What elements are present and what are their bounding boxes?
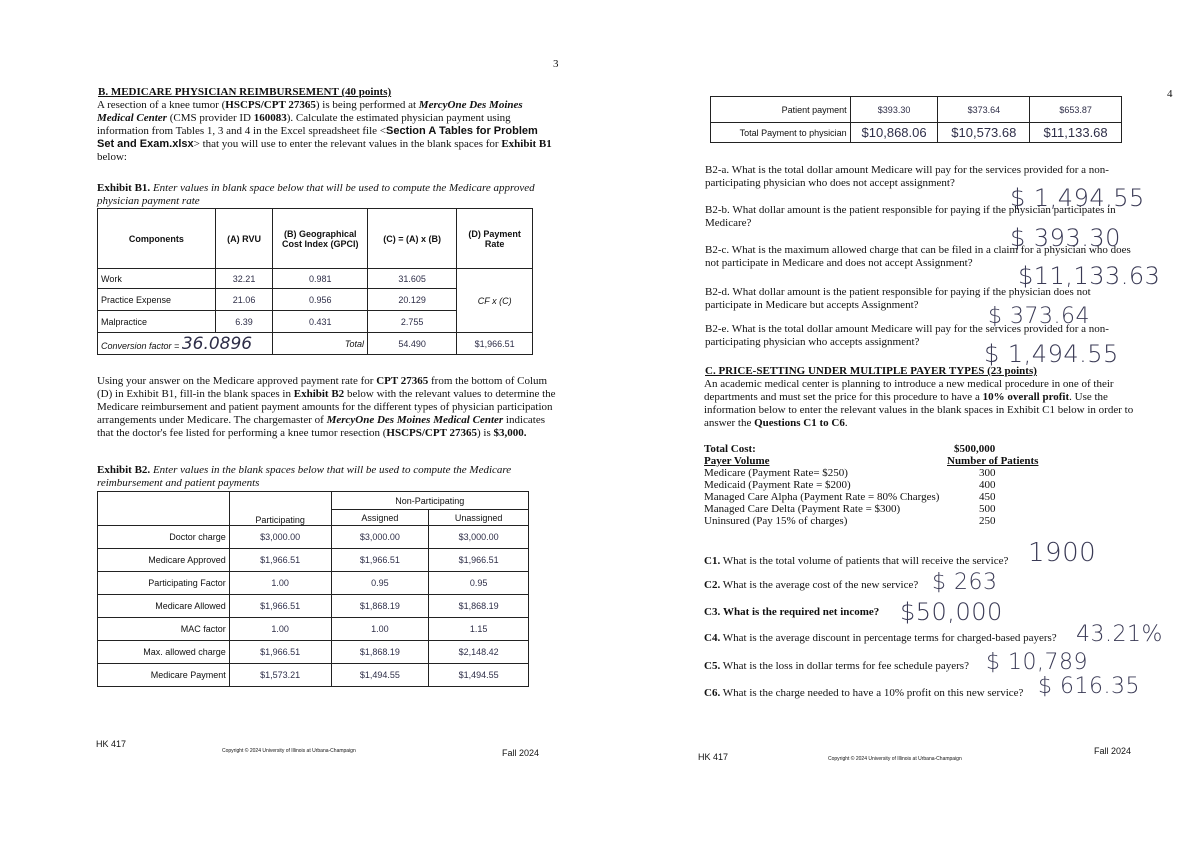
footer-copyright: Copyright © 2024 University of Illinois at Urbana-Champaign <box>828 756 962 762</box>
header-payment-rate: (D) Payment Rate <box>457 209 533 269</box>
page-number: 4 <box>1167 88 1173 100</box>
intro-text: . <box>844 417 848 429</box>
gpci-value: 0.431 <box>273 311 368 333</box>
assigned-value: $1,868.19 <box>331 595 429 618</box>
footer-course: HK 417 <box>96 739 127 749</box>
hospital-name: MercyOne Des Moines Medical Center <box>97 99 523 124</box>
answer-b2d: $ 373.64 <box>988 304 1090 329</box>
participating-value: $3,000.00 <box>229 526 331 549</box>
unassigned-value: $11,133.68 <box>1030 123 1122 143</box>
question-text: What is the total volume of patients that will receive the service? <box>722 555 1009 567</box>
assigned-value: $373.64 <box>938 97 1030 123</box>
exhibit-b2-table <box>97 491 529 687</box>
answer-b2b: $ 393.30 <box>1010 224 1121 252</box>
intro-text: below: <box>97 151 127 163</box>
payer-name: Managed Care Alpha (Payment Rate = 80% Charges) <box>704 491 940 503</box>
exhibit-b1-caption-text: Enter values in blank space below that will be used to compute the Medicare approved physician payment rate <box>97 182 535 207</box>
questions-ref: Questions C1 to C6 <box>754 417 845 429</box>
intro-text: An academic medical center is planning to introduce a new medical procedure in one of their departments and must set the price for this procedure to have a <box>704 378 1114 403</box>
exhibit-b2-caption-text: Enter values in the blank spaces below that will be used to compute the Medicare reimbursement and patient payments <box>97 464 512 489</box>
gpci-value: 0.981 <box>273 269 368 289</box>
conversion-factor-value: 36.0896 <box>181 333 253 354</box>
participating-value: $393.30 <box>850 97 938 123</box>
unassigned-value: $653.87 <box>1030 97 1122 123</box>
list-item <box>704 491 1044 503</box>
payer-volume-header: Payer Volume <box>704 455 770 467</box>
total-value: 54.490 <box>368 333 457 355</box>
question-id: B2-d. <box>705 286 730 298</box>
table-row <box>98 618 529 641</box>
number-of-patients-header: Number of Patients <box>947 455 1039 467</box>
answer-c6: $ 616.35 <box>1038 674 1140 699</box>
rvu-value: 21.06 <box>215 289 273 311</box>
question-id: B2-b. <box>705 204 730 216</box>
para-text: from the bottom of Colum (D) in Exhibit B1, fill-in the blank spaces in <box>97 375 548 400</box>
total-label: Total <box>273 333 368 355</box>
page-number: 3 <box>553 58 559 70</box>
unassigned-value: $1,966.51 <box>429 549 529 572</box>
question-c4 <box>704 632 1057 645</box>
answer-c1: 1900 <box>1028 538 1097 568</box>
question-text: What is the loss in dollar terms for fee schedule payers? <box>722 660 969 672</box>
participating-value: $1,966.51 <box>229 549 331 572</box>
list-item <box>704 503 1044 515</box>
participating-value: $1,966.51 <box>229 641 331 664</box>
assigned-value: $1,868.19 <box>331 641 429 664</box>
question-text: What is the maximum allowed charge that can be filed in a claim for a physician who does not participate in Medicare and does not accept Assignment? <box>705 244 1131 269</box>
participating-value: 1.00 <box>229 572 331 595</box>
exhibit-b1-label: Exhibit B1. <box>97 182 151 194</box>
footer-term: Fall 2024 <box>502 748 540 758</box>
para-text: ) is <box>476 427 494 439</box>
answer-c3: $50,000 <box>900 598 1003 626</box>
patient-count: 450 <box>979 491 996 503</box>
cost-table <box>704 443 1044 527</box>
c-value: 20.129 <box>368 289 457 311</box>
participating-value: 1.00 <box>229 618 331 641</box>
answer-c5: $ 10,789 <box>986 650 1088 675</box>
footer-course: HK 417 <box>698 752 729 762</box>
intro-text: ) is being performed at <box>315 99 419 111</box>
exhibit-ref: Exhibit B2 <box>293 388 345 400</box>
payer-name: Medicare (Payment Rate= $250) <box>704 467 848 479</box>
table-row <box>98 572 529 595</box>
unassigned-value: $3,000.00 <box>429 526 529 549</box>
header-rvu: (A) RVU <box>215 209 273 269</box>
excel-file-name: Section A Tables for Problem Set and Exam.xlsx <box>97 125 538 150</box>
table-row <box>711 97 1122 123</box>
intro-text: A resection of a knee tumor ( <box>97 99 226 111</box>
intro-text: (CMS provider ID <box>166 112 254 124</box>
section-b-title: B. MEDICARE PHYSICIAN REIMBURSEMENT (40 points) <box>98 86 392 98</box>
assigned-value: $1,494.55 <box>331 664 429 687</box>
section-b-intro <box>97 99 557 164</box>
intro-text: ). Calculate the estimated physician payment using information from Tables 1, 3 and 4 in the Excel spreadsheet file < <box>97 112 511 137</box>
question-c5 <box>704 660 969 673</box>
rvu-value: 32.21 <box>215 269 273 289</box>
unassigned-value: 1.15 <box>429 618 529 641</box>
list-item <box>704 479 1044 491</box>
page-4 <box>600 0 1200 850</box>
question-c6 <box>704 687 1023 700</box>
question-text: What is the total dollar amount Medicare will pay for the services provided for a non-participating physician who does not accept assignment? <box>705 164 1109 189</box>
row-label: MAC factor <box>98 618 230 641</box>
exhibit-b1-caption <box>97 182 547 208</box>
question-id: C4. <box>704 632 721 644</box>
total-cost-value: $500,000 <box>954 443 996 455</box>
header-components: Components <box>98 209 216 269</box>
header-gpci: (B) Geographical Cost Index (GPCI) <box>273 209 368 269</box>
total-cost-label: Total Cost: <box>704 443 756 455</box>
question-text: What dollar amount is the patient responsible for paying if the physician participates in Medicare? <box>705 204 1116 229</box>
list-item <box>704 467 1044 479</box>
participating-value: $1,573.21 <box>229 664 331 687</box>
para-text: below with the relevant values to determine the Medicare reimbursement and patient payment amounts for the different types of physician participation arrangements under Medicare. The chargemaster of <box>97 388 556 426</box>
question-text: What is the average discount in percentage terms for charged-based payers? <box>722 632 1057 644</box>
table-row <box>98 641 529 664</box>
assigned-value: 0.95 <box>331 572 429 595</box>
header-participating: Participating <box>229 492 331 526</box>
table-row <box>711 123 1122 143</box>
exhibit-ref: Exhibit B1 <box>501 138 552 150</box>
c-value: 31.605 <box>368 269 457 289</box>
payer-name: Medicaid (Payment Rate = $200) <box>704 479 851 491</box>
rvu-value: 6.39 <box>215 311 273 333</box>
profit-target: 10% overall profit <box>982 391 1070 403</box>
answer-b2a: $ 1,494.55 <box>1010 184 1145 212</box>
patient-count: 250 <box>979 515 996 527</box>
question-id: C5. <box>704 660 721 672</box>
table-row <box>98 549 529 572</box>
patient-count: 300 <box>979 467 996 479</box>
payment-rate-value: $1,966.51 <box>457 333 533 355</box>
component-label: Practice Expense <box>98 289 216 311</box>
provider-id: 160083 <box>253 112 287 124</box>
header-unassigned: Unassigned <box>429 510 529 526</box>
question-id: C1. <box>704 555 721 567</box>
answer-b2c: $11,133.63 <box>1018 262 1161 290</box>
question-id: C2. <box>704 579 721 591</box>
participating-value: $10,868.06 <box>850 123 938 143</box>
row-label: Patient payment <box>711 97 851 123</box>
header-c: (C) = (A) x (B) <box>368 209 457 269</box>
cpt-code: HSCPS/CPT 27365 <box>225 99 316 111</box>
question-id: B2-c. <box>705 244 730 256</box>
row-label: Total Payment to physician <box>711 123 851 143</box>
participating-value: $1,966.51 <box>229 595 331 618</box>
assigned-value: $10,573.68 <box>938 123 1030 143</box>
question-text: What is the total dollar amount Medicare will pay for the services provided for a non-participating physician who accepts assignment? <box>705 323 1109 348</box>
conversion-factor-label: Conversion factor = <box>101 340 180 351</box>
table-row <box>98 526 529 549</box>
empty-header <box>98 492 230 526</box>
footer-copyright: Copyright © 2024 University of Illinois at Urbana-Champaign <box>222 748 356 754</box>
table-row <box>98 595 529 618</box>
assigned-value: $1,966.51 <box>331 549 429 572</box>
question-c3 <box>704 606 879 619</box>
unassigned-value: $1,494.55 <box>429 664 529 687</box>
table-row <box>98 664 529 687</box>
exhibit-b1-table <box>97 208 533 355</box>
row-label: Doctor charge <box>98 526 230 549</box>
header-assigned: Assigned <box>331 510 429 526</box>
answer-c2: $ 263 <box>932 570 998 595</box>
patient-count: 500 <box>979 503 996 515</box>
para-text: indicates that the doctor's fee listed for performing a knee tumor resection ( <box>97 414 546 439</box>
exhibit-b2-label: Exhibit B2. <box>97 464 151 476</box>
row-label: Medicare Approved <box>98 549 230 572</box>
question-text: What dollar amount is the patient responsible for paying if the physician does not participate in Medicare but accepts Assignment? <box>705 286 1091 311</box>
list-item <box>704 515 1044 527</box>
component-label: Malpractice <box>98 311 216 333</box>
answer-b2e: $ 1,494.55 <box>984 340 1119 368</box>
row-label: Participating Factor <box>98 572 230 595</box>
question-id: B2-a. <box>705 164 730 176</box>
fee-amount: $3,000. <box>493 427 527 439</box>
payment-summary-table <box>710 96 1122 143</box>
hospital-name: MercyOne Des Moines Medical Center <box>326 414 504 426</box>
payer-name: Uninsured (Pay 15% of charges) <box>704 515 848 527</box>
exhibit-b2-instructions <box>97 375 557 440</box>
assigned-value: $3,000.00 <box>331 526 429 549</box>
conversion-factor-cell <box>98 333 273 355</box>
para-text: Using your answer on the Medicare approved payment rate for <box>97 375 377 387</box>
footer-term: Fall 2024 <box>1094 746 1132 756</box>
formula-cell: CF x (C) <box>457 269 533 333</box>
answer-c4: 43.21% <box>1076 622 1163 647</box>
cpt-code: HSCPS/CPT 27365 <box>386 427 477 439</box>
question-id: C6. <box>704 687 721 699</box>
row-label: Max. allowed charge <box>98 641 230 664</box>
question-c1 <box>704 555 1008 568</box>
question-c2 <box>704 579 918 592</box>
exhibit-b2-caption <box>97 464 547 490</box>
gpci-value: 0.956 <box>273 289 368 311</box>
intro-text: > that you will use to enter the relevant values in the blank spaces for <box>193 138 502 150</box>
patient-count: 400 <box>979 479 996 491</box>
unassigned-value: $2,148.42 <box>429 641 529 664</box>
unassigned-value: 0.95 <box>429 572 529 595</box>
intro-text: . Use the information below to enter the relevant values in the blank spaces in Exhibit C1 below in order to answer the <box>704 391 1134 429</box>
question-text: What is the required net income? <box>722 606 880 618</box>
question-text: What is the average cost of the new service? <box>722 579 919 591</box>
unassigned-value: $1,868.19 <box>429 595 529 618</box>
question-text: What is the charge needed to have a 10% profit on this new service? <box>722 687 1024 699</box>
row-label: Medicare Allowed <box>98 595 230 618</box>
row-label: Medicare Payment <box>98 664 230 687</box>
payer-name: Managed Care Delta (Payment Rate = $300) <box>704 503 901 515</box>
section-c-title: C. PRICE-SETTING UNDER MULTIPLE PAYER TYPES (23 points) <box>705 365 1037 377</box>
question-id: C3. <box>704 606 721 618</box>
cpt-code: CPT 27365 <box>376 375 429 387</box>
assigned-value: 1.00 <box>331 618 429 641</box>
section-c-intro <box>704 378 1136 430</box>
header-non-participating: Non-Participating <box>331 492 528 510</box>
component-label: Work <box>98 269 216 289</box>
c-value: 2.755 <box>368 311 457 333</box>
question-id: B2-e. <box>705 323 730 335</box>
